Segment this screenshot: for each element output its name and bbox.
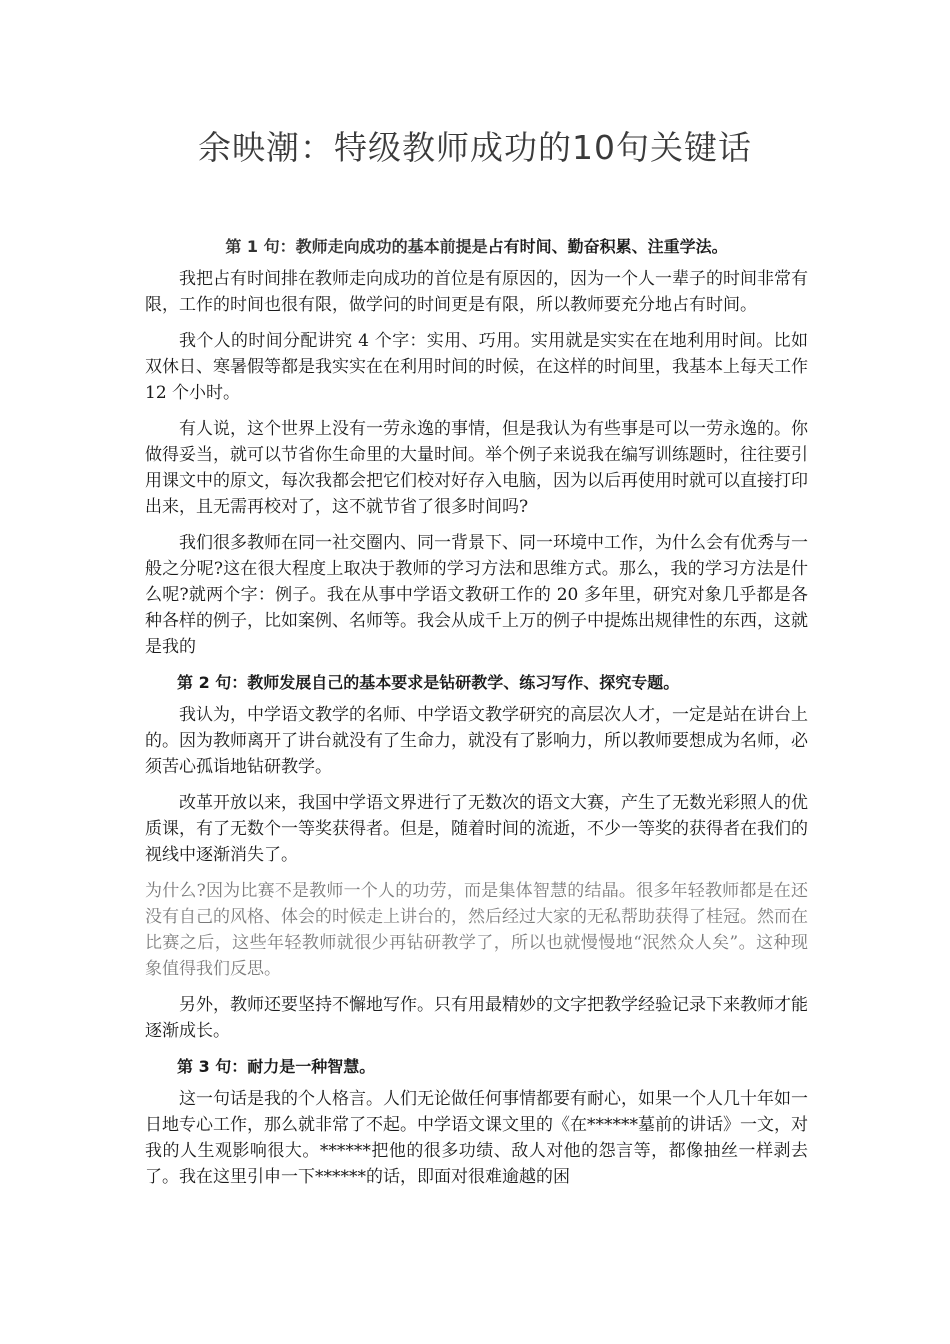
section-1-paragraph: 我把占有时间排在教师走向成功的首位是有原因的，因为一个人一辈子的时间非常有限，工作的时间也很有限，做学问的时间更是有限，所以教师要充分地占有时间。 bbox=[145, 269, 808, 315]
section-2-heading: 第 2 句：教师发展自己的基本要求是钻研教学、练习写作、探究专题。 bbox=[177, 673, 680, 692]
document-body bbox=[145, 234, 808, 1200]
section-2-paragraph: 另外，教师还要坚持不懈地写作。只有用最精妙的文字把教学经验记录下来教师才能逐渐成长。 bbox=[145, 995, 808, 1041]
section-2-paragraph: 改革开放以来，我国中学语文界进行了无数次的语文大赛，产生了无数光彩照人的优质课，有了无数个一等奖获得者。但是，随着时间的流逝，不少一等奖的获得者在我们的视线中逐渐消失了。 bbox=[145, 793, 808, 865]
document-title: 余映潮：特级教师成功的10句关键话 bbox=[198, 128, 752, 167]
section-2-gray-paragraph: 为什么?因为比赛不是教师一个人的功劳，而是集体智慧的结晶。很多年轻教师都是在还没有自己的风格、体会的时候走上讲台的，然后经过大家的无私帮助获得了桂冠。然而在比赛之后，这些年轻教师就很少再钻研教学了，所以也就慢慢地“泯然众人矣”。这种现象值得我们反思。 bbox=[145, 881, 808, 979]
section-2-paragraph: 我认为，中学语文教学的名师、中学语文教学研究的高层次人才，一定是站在讲台上的。因为教师离开了讲台就没有了生命力，就没有了影响力，所以教师要想成为名师，必须苦心孤诣地钻研教学。 bbox=[145, 705, 808, 777]
section-1-heading-lead: 第 1 句：教师走向成功的基本前提是 bbox=[225, 237, 488, 256]
section-1-paragraph: 我们很多教师在同一社交圈内、同一背景下、同一环境中工作，为什么会有优秀与一般之分呢?这在很大程度上取决于教师的学习方法和思维方式。那么，我的学习方法是什么呢?就两个字：例子。我在从事中学语文教研工作的 20 多年里，研究对象几乎都是各种各样的例子，比如案例、名师等。我会从成千上万的例子中提炼出规律性的东西，这就是我的 bbox=[145, 533, 808, 657]
section-3-heading: 第 3 句：耐力是一种智慧。 bbox=[177, 1057, 376, 1076]
section-1-heading bbox=[145, 234, 808, 260]
section-1-paragraph: 我个人的时间分配讲究 4 个字：实用、巧用。实用就是实实在在地利用时间。比如双休日、寒暑假等都是我实实在在利用时间的时候，在这样的时间里，我基本上每天工作 12 个小时。 bbox=[145, 331, 808, 403]
section-3-paragraph: 这一句话是我的个人格言。人们无论做任何事情都要有耐心，如果一个人几十年如一日地专心工作，那么就非常了不起。中学语文课文里的《在******墓前的讲话》一文，对我的人生观影响很大。******把他的很多功绩、敌人对他的怨言等，都像抽丝一样剥去了。我在这里引申一下******的话，即面对很难逾越的困 bbox=[145, 1089, 808, 1187]
section-1-heading-rest: 占有时间、勤奋积累、注重学法。 bbox=[487, 237, 728, 256]
section-1-paragraph: 有人说，这个世界上没有一劳永逸的事情，但是我认为有些事是可以一劳永逸的。你做得妥当，就可以节省你生命里的大量时间。举个例子来说我在编写训练题时，往往要引用课文中的原文，每次我都会把它们校对好存入电脑，因为以后再使用时就可以直接打印出来，且无需再校对了，这不就节省了很多时间吗? bbox=[145, 419, 808, 517]
